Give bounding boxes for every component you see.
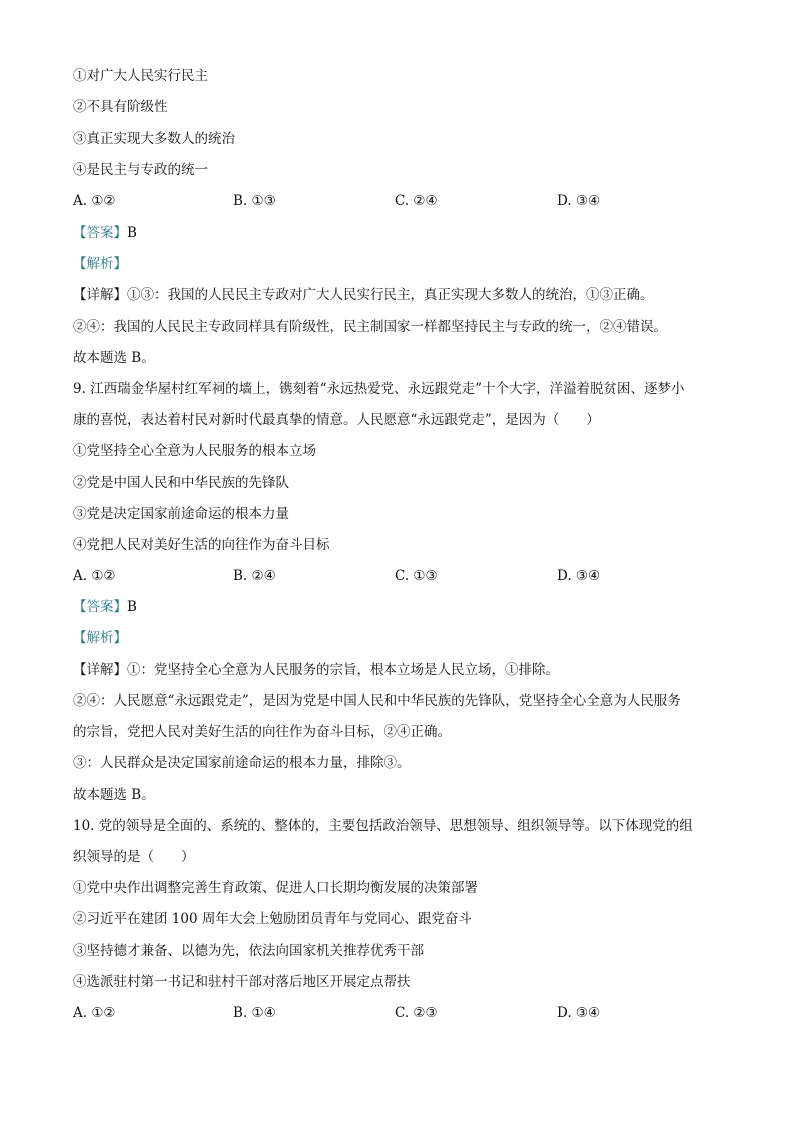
q9-detail-3: 的宗旨，党把人民对美好生活的向往作为奋斗目标，②④正确。 — [73, 724, 451, 740]
answer-tag: 【答案】 — [73, 599, 127, 615]
q9-item-4: ④党把人民对美好生活的向往作为奋斗目标 — [73, 537, 330, 553]
q8-option-b: B. ①③ — [233, 193, 276, 209]
answer-value: B — [127, 225, 137, 241]
q9-item-3: ③党是决定国家前途命运的根本力量 — [73, 506, 289, 522]
detail-text: ①：党坚持全心全意为人民服务的宗旨，根本立场是人民立场，①排除。 — [127, 662, 559, 678]
q10-item-3: ③坚持德才兼备、以德为先，依法向国家机关推荐优秀干部 — [73, 943, 424, 959]
detail-tag: 【详解】 — [73, 662, 127, 678]
q8-item-2: ②不具有阶级性 — [73, 99, 168, 115]
q10-options — [73, 1003, 733, 1023]
answer-value: B — [127, 599, 137, 615]
q9-conclusion: 故本题选 B。 — [73, 787, 155, 803]
q10-stem-2: 织领导的是（ ） — [73, 849, 195, 865]
q8-option-a: A. ①② — [73, 193, 116, 209]
q8-item-4: ④是民主与专政的统一 — [73, 162, 208, 178]
q8-item-3: ③真正实现大多数人的统治 — [73, 131, 235, 147]
q10-option-d: D. ③④ — [557, 1005, 601, 1021]
q9-detail-2: ②④：人民愿意“永远跟党走”，是因为党是中国人民和中华民族的先锋队，党坚持全心全意为人民服务 — [73, 693, 681, 709]
q10-item-1: ①党中央作出调整完善生育政策、促进人口长期均衡发展的决策部署 — [73, 880, 478, 896]
q10-option-b: B. ①④ — [233, 1005, 276, 1021]
q8-option-c: C. ②④ — [395, 193, 438, 209]
detail-tag: 【详解】 — [73, 287, 127, 303]
q9-item-1: ①党坚持全心全意为人民服务的根本立场 — [73, 443, 316, 459]
q9-stem-1: 9. 江西瑞金华屋村红军祠的墙上，镌刻着“永远热爱党、永远跟党走”十个大字，洋溢着脱贫困、逐梦小 — [73, 381, 685, 397]
q10-item-2: ②习近平在建团 100 周年大会上勉励团员青年与党同心、跟党奋斗 — [73, 911, 472, 927]
q9-item-2: ②党是中国人民和中华民族的先锋队 — [73, 475, 289, 491]
q8-option-d: D. ③④ — [557, 193, 601, 209]
detail-text: ①③：我国的人民民主专政对广大人民实行民主，真正实现大多数人的统治，①③正确。 — [127, 287, 654, 303]
q10-item-4: ④选派驻村第一书记和驻村干部对落后地区开展定点帮扶 — [73, 974, 411, 990]
q9-detail-1 — [73, 660, 559, 680]
q9-options — [73, 566, 733, 586]
q9-detail-4: ③：人民群众是决定国家前途命运的根本力量，排除③。 — [73, 755, 411, 771]
q10-stem-1: 10. 党的领导是全面的、系统的、整体的，主要包括政治领导、思想领导、组织领导等。以下体现党的组 — [73, 818, 693, 834]
q8-item-1: ①对广大人民实行民主 — [73, 68, 208, 84]
q9-analysis-tag: 【解析】 — [73, 630, 127, 646]
q9-stem-2: 康的喜悦，表达着村民对新时代最真挚的情意。人民愿意“永远跟党走”，是因为（ ） — [73, 412, 600, 428]
q9-option-a: A. ①② — [73, 568, 116, 584]
q8-options — [73, 191, 733, 211]
q9-option-b: B. ②④ — [233, 568, 276, 584]
answer-tag: 【答案】 — [73, 225, 127, 241]
q10-option-a: A. ①② — [73, 1005, 116, 1021]
q8-analysis-tag: 【解析】 — [73, 256, 127, 272]
q9-answer — [73, 597, 137, 617]
q10-option-c: C. ②③ — [395, 1005, 438, 1021]
q8-detail-1 — [73, 285, 654, 305]
q9-option-c: C. ①③ — [395, 568, 438, 584]
q8-conclusion: 故本题选 B。 — [73, 350, 155, 366]
q8-answer — [73, 223, 137, 243]
q9-option-d: D. ③④ — [557, 568, 601, 584]
q8-detail-2: ②④：我国的人民民主专政同样具有阶级性，民主制国家一样都坚持民主与专政的统一，②④错误。 — [73, 319, 667, 335]
